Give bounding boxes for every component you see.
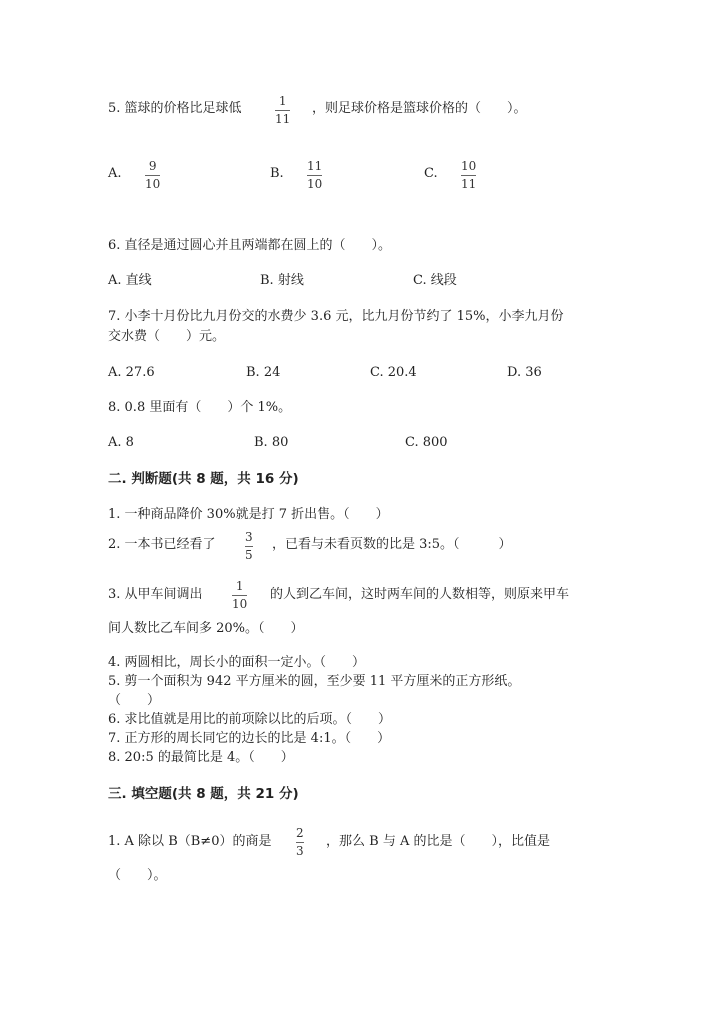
fraction-numerator: 9 [148, 159, 157, 173]
judge-item-2-part2: ，已看与未看页数的比是 3:5。（ ） [272, 537, 512, 552]
q5-option-a-label: A. [108, 166, 122, 181]
q6-option-b: B. 射线 [260, 273, 304, 288]
fraction-bar [145, 175, 160, 176]
q8-option-c: C. 800 [405, 435, 448, 450]
section2-title: 二. 判断题(共 8 题，共 16 分) [108, 471, 299, 487]
q8-option-b: B. 80 [254, 435, 289, 450]
fraction-numerator: 1 [235, 579, 244, 593]
judge-item-2-fraction [245, 531, 253, 562]
fraction-denominator: 10 [145, 177, 161, 191]
q6-option-a: A. 直线 [108, 273, 152, 288]
q7-option-c: C. 20.4 [370, 365, 417, 380]
q8-option-a: A. 8 [108, 435, 134, 450]
fraction-numerator: 1 [278, 94, 287, 108]
section3-title: 三. 填空题(共 8 题，共 21 分) [108, 786, 299, 802]
q7-option-a: A. 27.6 [108, 365, 155, 380]
fraction-numerator: 10 [461, 159, 477, 173]
q6-option-c: C. 线段 [413, 273, 457, 288]
judge-item-5-line1: 5. 剪一个面积为 942 平方厘米的圆，至少要 11 平方厘米的正方形纸。 [108, 674, 521, 689]
q7-stem-line1: 7. 小李十月份比九月份交的水费少 3.6 元，比九月份节约了 15%，小李九月份 [108, 309, 564, 324]
q7-stem-line2: 交水费（ ）元。 [108, 329, 226, 344]
q5-option-b-fraction [307, 160, 322, 191]
judge-item-1: 1. 一种商品降价 30%就是打 7 折出售。（ ） [108, 507, 389, 522]
fill-item-1-part3: （ ）。 [108, 868, 167, 883]
q5-stem-part1: 5. 篮球的价格比足球低 [108, 101, 242, 116]
fraction-bar [232, 595, 247, 596]
judge-item-6: 6. 求比值就是用比的前项除以比的后项。（ ） [108, 712, 392, 727]
fraction-bar [461, 175, 476, 176]
judge-item-3-part3: 间人数比乙车间多 20%。（ ） [108, 621, 304, 636]
q8-stem: 8. 0.8 里面有（ ）个 1%。 [108, 400, 292, 415]
judge-item-2-part1: 2. 一本书已经看了 [108, 537, 216, 552]
fill-item-1-part2: ，那么 B 与 A 的比是（ ），比值是 [326, 834, 550, 849]
q5-option-c-fraction [461, 160, 476, 191]
judge-item-8: 8. 20:5 的最简比是 4。（ ） [108, 750, 294, 765]
judge-item-3-part1: 3. 从甲车间调出 [108, 587, 203, 602]
q7-option-d: D. 36 [507, 365, 542, 380]
judge-item-3-part2: 的人到乙车间，这时两车间的人数相等，则原来甲车 [270, 587, 570, 602]
fraction-bar [296, 842, 304, 843]
fill-item-1-fraction [296, 827, 304, 858]
q5-option-c-label: C. [424, 166, 438, 181]
fraction-denominator: 11 [275, 112, 291, 126]
fraction-bar [307, 175, 322, 176]
q5-option-a-fraction [145, 160, 160, 191]
fraction-numerator: 3 [245, 530, 253, 544]
q5-fraction [275, 95, 290, 126]
fraction-bar [275, 110, 290, 111]
fraction-numerator: 11 [307, 159, 323, 173]
judge-item-4: 4. 两圆相比，周长小的面积一定小。（ ） [108, 655, 366, 670]
fill-item-1-part1: 1. A 除以 B（B≠0）的商是 [108, 834, 272, 849]
fraction-bar [245, 546, 253, 547]
judge-item-5-line2: （ ） [108, 693, 161, 708]
fraction-numerator: 2 [296, 826, 304, 840]
fraction-denominator: 3 [296, 844, 304, 858]
q7-option-b: B. 24 [246, 365, 281, 380]
judge-item-7: 7. 正方形的周长同它的边长的比是 4:1。（ ） [108, 731, 391, 746]
q5-option-b-label: B. [270, 166, 284, 181]
q6-stem: 6. 直径是通过圆心并且两端都在圆上的（ ）。 [108, 238, 392, 253]
fraction-denominator: 5 [245, 548, 253, 562]
judge-item-3-fraction [232, 580, 247, 611]
fraction-denominator: 11 [461, 177, 477, 191]
fraction-denominator: 10 [232, 597, 248, 611]
fraction-denominator: 10 [307, 177, 323, 191]
q5-stem-part2: ，则足球价格是篮球价格的（ ）。 [312, 101, 527, 116]
